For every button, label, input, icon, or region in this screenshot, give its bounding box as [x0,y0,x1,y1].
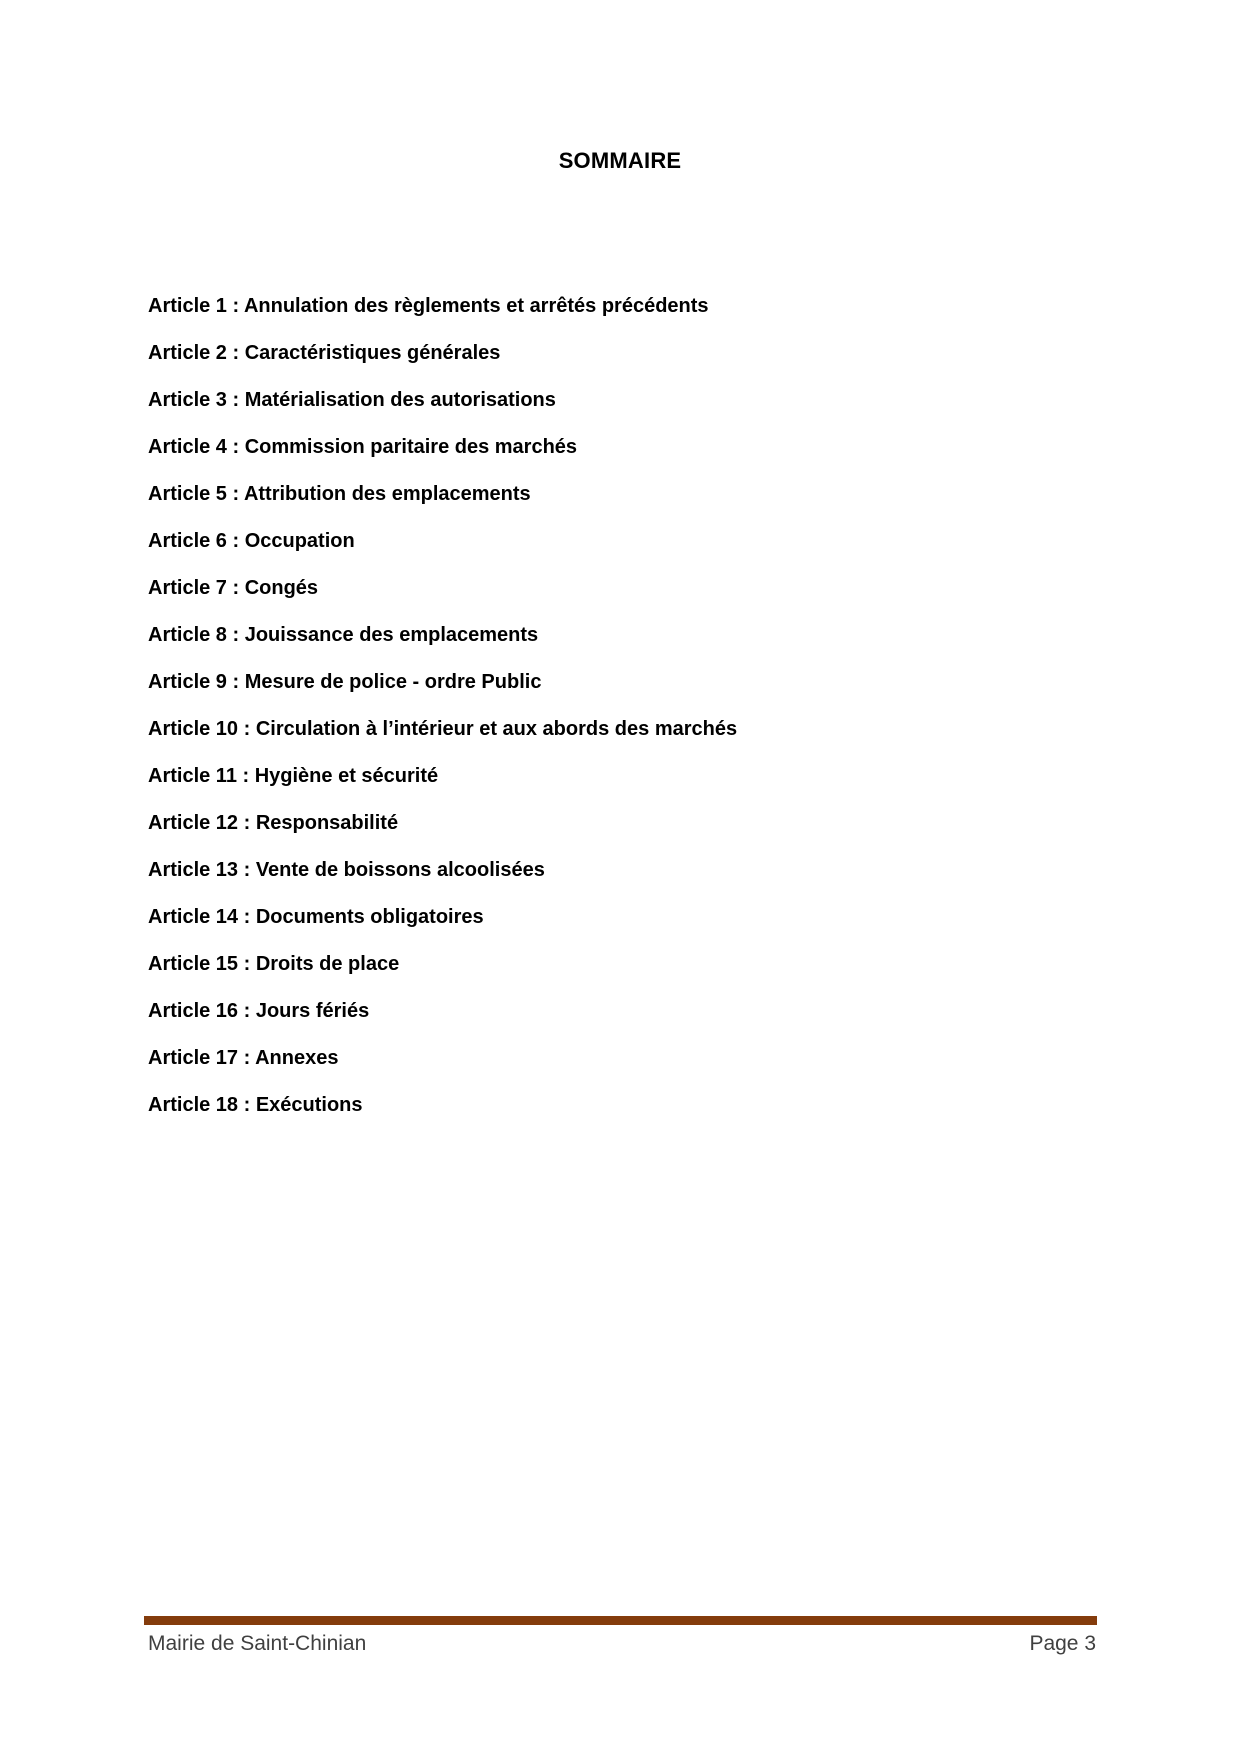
table-of-contents [148,294,737,1140]
toc-entry-article-4: Article 4 : Commission paritaire des marchés [148,436,578,458]
footer-divider [144,1616,1097,1625]
toc-entry-article-18: Article 18 : Exécutions [148,1094,363,1116]
toc-entry-article-13: Article 13 : Vente de boissons alcoolisées [148,859,545,881]
toc-entry-article-10: Article 10 : Circulation à l’intérieur et aux abords des marchés [148,718,738,740]
footer-page-number: Page 3 [1029,1632,1096,1655]
toc-entry-article-12: Article 12 : Responsabilité [148,812,399,834]
toc-entry-article-16: Article 16 : Jours fériés [148,1000,370,1022]
toc-entry-article-15: Article 15 : Droits de place [148,953,400,975]
toc-entry-article-3: Article 3 : Matérialisation des autorisations [148,389,556,411]
toc-entry-article-9: Article 9 : Mesure de police - ordre Public [148,671,542,693]
toc-entry-article-7: Article 7 : Congés [148,577,319,599]
toc-entry-article-8: Article 8 : Jouissance des emplacements [148,624,539,646]
toc-entry-article-2: Article 2 : Caractéristiques générales [148,342,501,364]
page-title: SOMMAIRE [558,148,682,173]
footer-organization: Mairie de Saint-Chinian [148,1632,367,1655]
toc-entry-article-5: Article 5 : Attribution des emplacements [148,483,531,505]
toc-entry-article-1: Article 1 : Annulation des règlements et arrêtés précédents [148,295,709,317]
toc-entry-article-14: Article 14 : Documents obligatoires [148,906,484,928]
toc-entry-article-11: Article 11 : Hygiène et sécurité [148,765,439,787]
toc-entry-article-6: Article 6 : Occupation [148,530,355,552]
toc-entry-article-17: Article 17 : Annexes [148,1047,339,1069]
